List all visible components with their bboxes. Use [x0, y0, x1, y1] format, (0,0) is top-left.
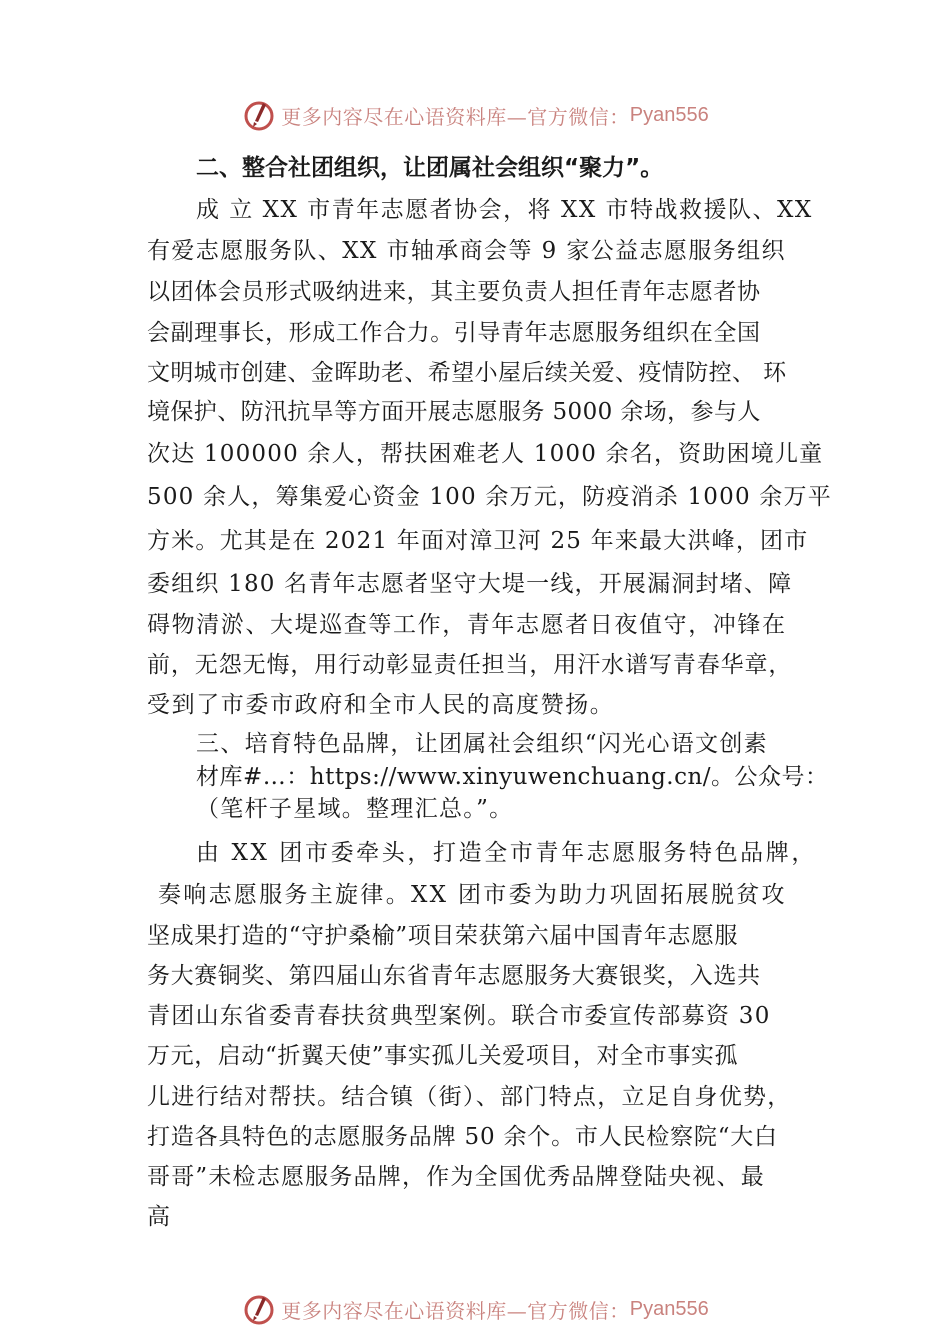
p1-line-7: 500 余人，筹集爱心资金 100 余万元，防疫消杀 1000 余万平 — [147, 484, 832, 510]
banner-text: 更多内容尽在心语资料库—官方微信： — [281, 1298, 630, 1323]
p2-line-0: 由 XX 团市委牵头，打造全市青年志愿服务特色品牌， — [196, 840, 817, 866]
p1-line-12: 受到了市委市政府和全市人民的高度赞扬。 — [147, 692, 615, 718]
brush-logo-icon — [241, 97, 277, 133]
p2-line-5: 万元，启动“折翼天使”事实孤儿关爱项目，对全市事实孤 — [147, 1043, 739, 1069]
p1-line-6: 次达 100000 余人，帮扶困难老人 1000 余名，资助困境儿童 — [147, 441, 824, 467]
h3-line-0: 三、培育特色品牌，让团属社会组织“闪光心语文创素 — [196, 731, 768, 757]
p2-line-7: 打造各具特色的志愿服务品牌 50 余个。市人民检察院“大白 — [147, 1124, 778, 1150]
footer-banner — [0, 1289, 950, 1329]
p2-line-1: 奏响志愿服务主旋律。XX 团市委为助力巩固拓展脱贫攻 — [158, 882, 787, 908]
p2-line-2: 坚成果打造的“守护桑榆”项目荣获第六届中国青年志愿服 — [147, 923, 739, 949]
header-banner — [0, 95, 950, 135]
p1-line-2: 以团体会员形式吸纳进来，其主要负责人担任青年志愿者协 — [147, 279, 761, 305]
p1-line-5: 境保护、防汛抗旱等方面开展志愿服务 5000 余场，参与人 — [147, 399, 761, 425]
p1-line-3: 会副理事长，形成工作合力。引导青年志愿服务组织在全国 — [147, 320, 761, 346]
h3-line-1: 材库#…：https://www.xinyuwenchuang.cn/。公众号： — [196, 764, 829, 790]
p2-line-6: 儿进行结对帮扶。结合镇（街）、部门特点，立足自身优势， — [147, 1084, 792, 1110]
p2-line-4: 青团山东省委青春扶贫典型案例。联合市委宣传部募资 30 — [147, 1003, 771, 1029]
p2-line-8: 哥哥”未检志愿服务品牌，作为全国优秀品牌登陆央视、最 — [147, 1164, 765, 1190]
p1-line-8: 方米。尤其是在 2021 年面对漳卫河 25 年来最大洪峰，团市 — [147, 528, 809, 554]
p1-line-1: 有爱志愿服务队、XX 市轴承商会等 9 家公益志愿服务组织 — [147, 238, 786, 264]
p2-line-9: 高 — [147, 1204, 170, 1230]
p1-line-11: 前，无怨无悔，用行动彰显责任担当，用汗水谱写青春华章， — [147, 652, 793, 678]
banner-wechat: Pyan556 — [629, 103, 709, 126]
brush-logo-icon — [241, 1291, 277, 1327]
banner-text: 更多内容尽在心语资料库—官方微信： — [281, 104, 630, 129]
banner-wechat: Pyan556 — [629, 1297, 709, 1320]
section-heading-2: 二、整合社团组织，让团属社会组织“聚力”。 — [196, 155, 664, 181]
p2-line-3: 务大赛铜奖、第四届山东省青年志愿服务大赛银奖，入选共 — [147, 963, 761, 989]
p1-line-9: 委组织 180 名青年志愿者坚守大堤一线，开展漏洞封堵、障 — [147, 571, 793, 597]
p1-line-10: 碍物清淤、大堤巡查等工作，青年志愿者日夜值守，冲锋在 — [147, 612, 787, 638]
h3-line-2: （笔杆子星域。整理汇总。”。 — [196, 796, 514, 822]
p1-line-4: 文明城市创建、金晖助老、希望小屋后续关爱、疫情防控、 环 — [147, 360, 787, 386]
p1-line-0: 成 立 XX 市青年志愿者协会，将 XX 市特战救援队、XX — [196, 197, 813, 223]
